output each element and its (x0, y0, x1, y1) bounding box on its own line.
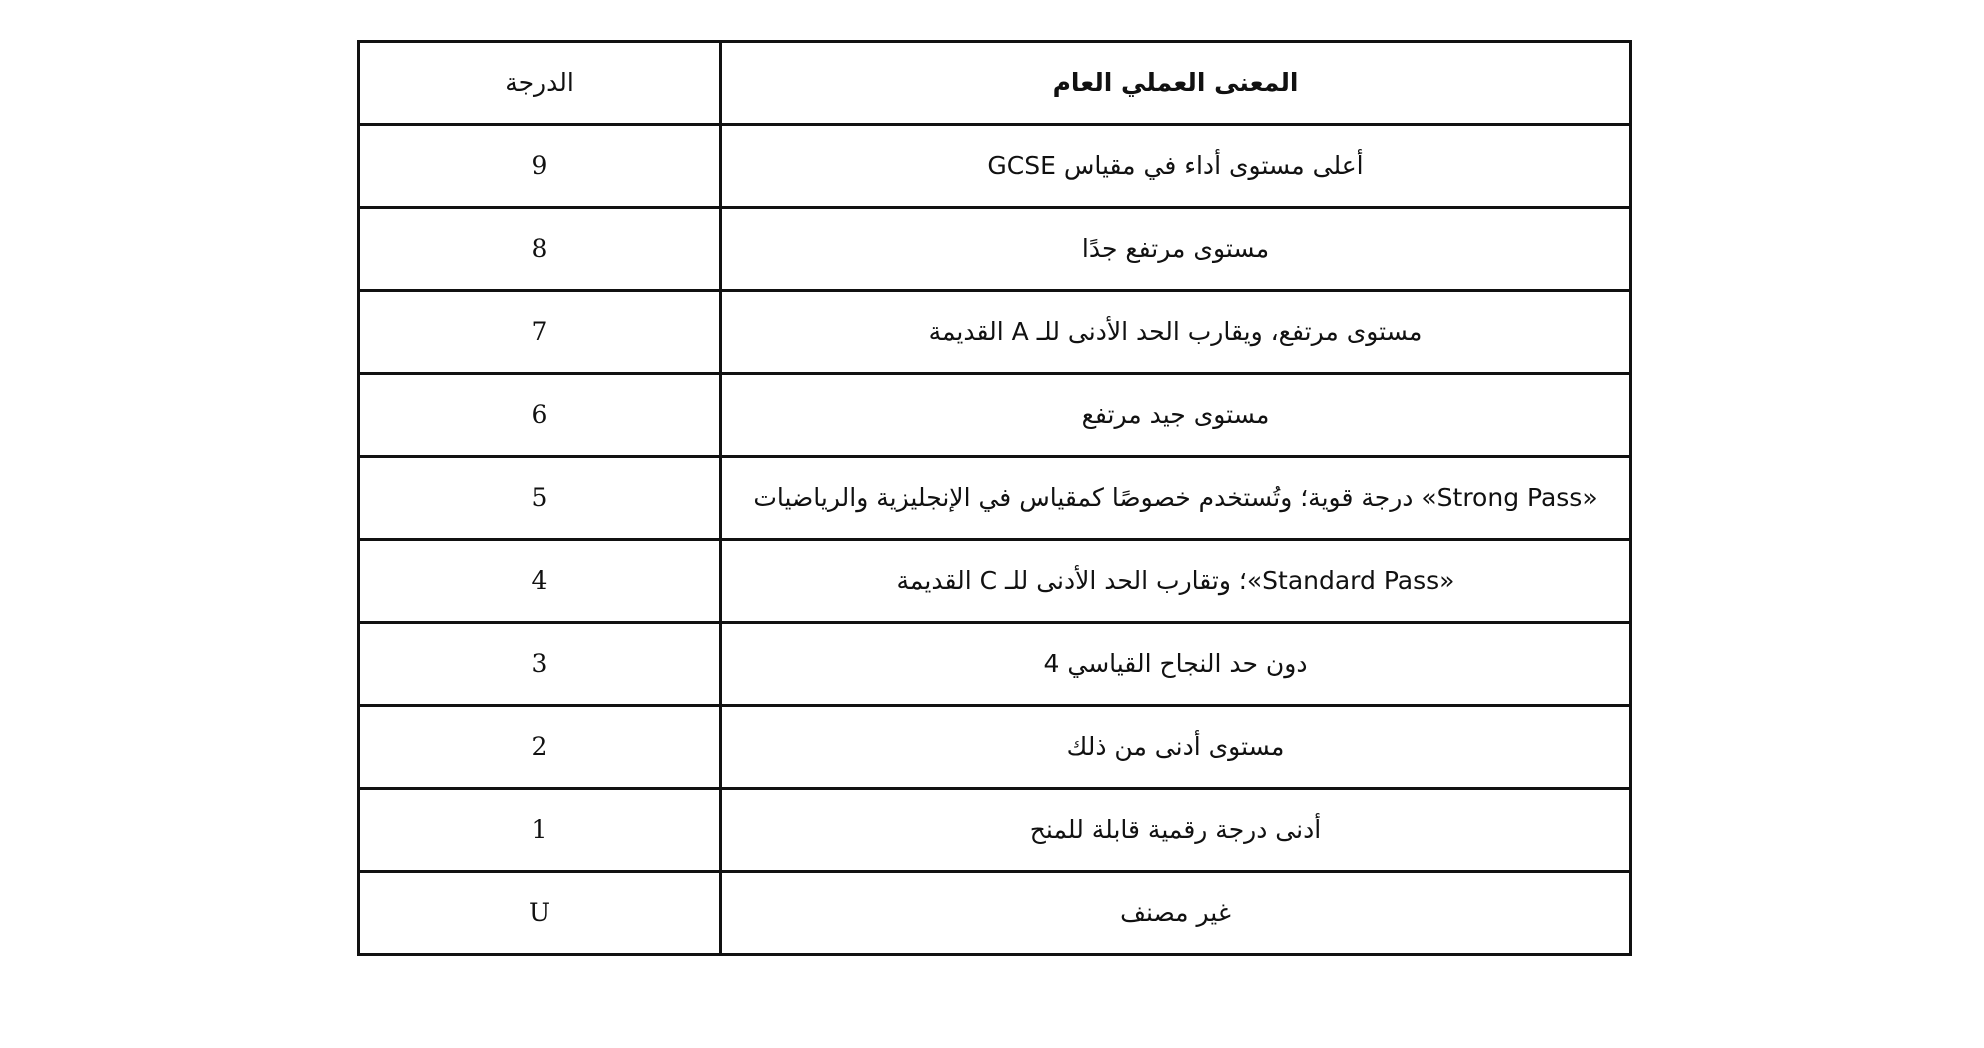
meaning-cell: دون حد النجاح القياسي 4 (721, 623, 1631, 706)
grades-table (357, 40, 1632, 956)
meaning-cell: «Strong Pass» درجة قوية؛ وتُستخدم خصوصًا كمقياس في الإنجليزية والرياضيات (721, 457, 1631, 540)
table-row (359, 457, 1631, 540)
table-row (359, 374, 1631, 457)
meaning-cell: مستوى جيد مرتفع (721, 374, 1631, 457)
table-row (359, 789, 1631, 872)
grade-cell: 4 (359, 540, 721, 623)
table-row (359, 872, 1631, 955)
table-row (359, 208, 1631, 291)
grade-cell: U (359, 872, 721, 955)
grade-cell: 8 (359, 208, 721, 291)
header-meaning: المعنى العملي العام (721, 42, 1631, 125)
table-body (359, 125, 1631, 955)
table-row (359, 623, 1631, 706)
grade-cell: 9 (359, 125, 721, 208)
table-header-row (359, 42, 1631, 125)
meaning-cell: أعلى مستوى أداء في مقياس GCSE (721, 125, 1631, 208)
table-row (359, 706, 1631, 789)
meaning-cell: غير مصنف (721, 872, 1631, 955)
table-row (359, 540, 1631, 623)
grade-cell: 5 (359, 457, 721, 540)
table-row (359, 125, 1631, 208)
grade-cell: 1 (359, 789, 721, 872)
meaning-cell: أدنى درجة رقمية قابلة للمنح (721, 789, 1631, 872)
header-grade: الدرجة (359, 42, 721, 125)
grade-cell: 3 (359, 623, 721, 706)
grade-cell: 2 (359, 706, 721, 789)
meaning-cell: مستوى مرتفع، ويقارب الحد الأدنى للـ A القديمة (721, 291, 1631, 374)
table-row (359, 291, 1631, 374)
meaning-cell: «Standard Pass»؛ وتقارب الحد الأدنى للـ C القديمة (721, 540, 1631, 623)
meaning-cell: مستوى أدنى من ذلك (721, 706, 1631, 789)
meaning-cell: مستوى مرتفع جدًا (721, 208, 1631, 291)
grade-cell: 6 (359, 374, 721, 457)
grade-cell: 7 (359, 291, 721, 374)
